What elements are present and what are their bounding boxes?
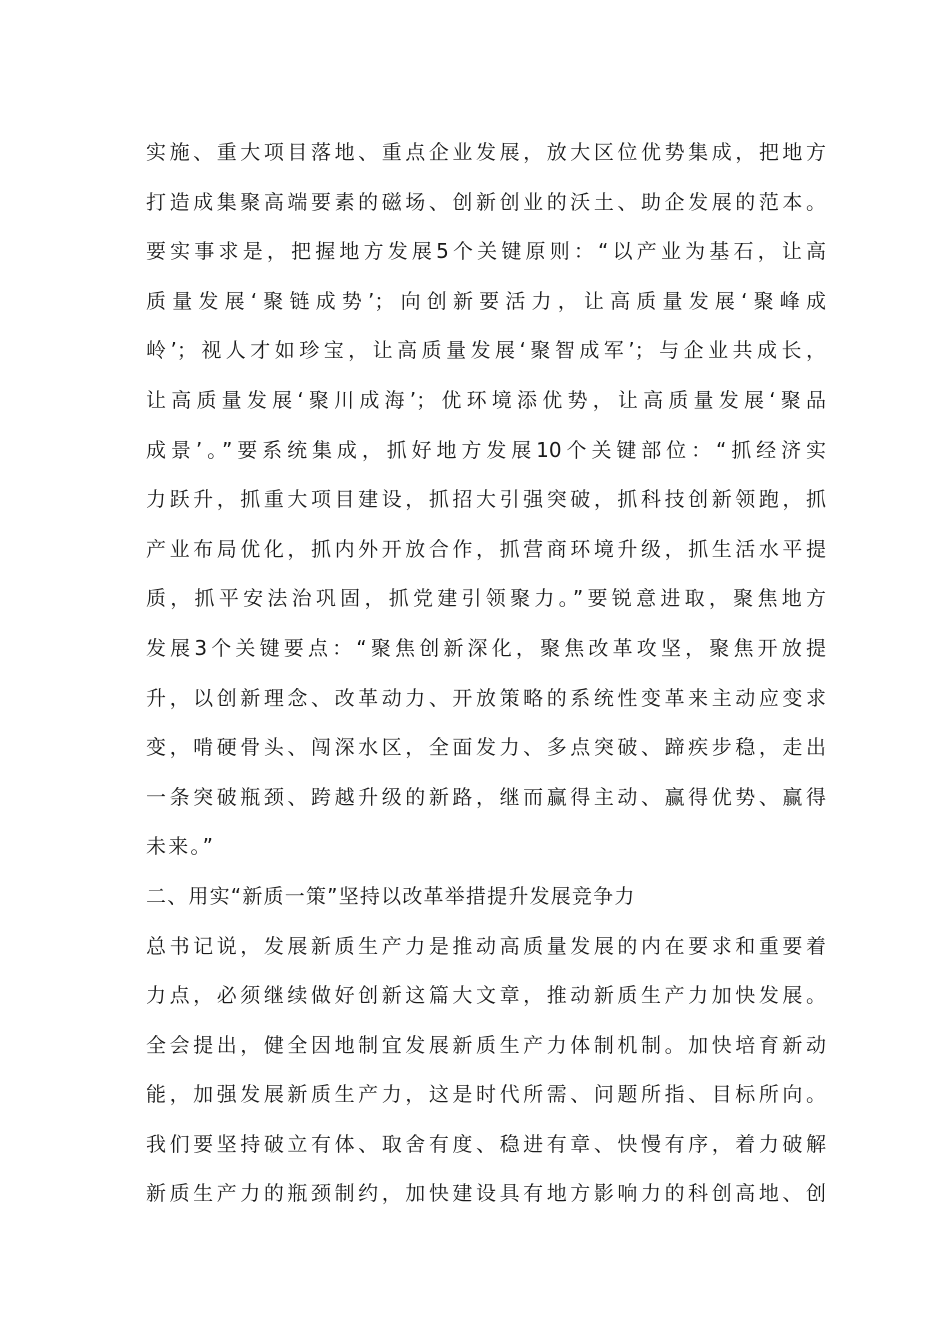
text-line: 总书记说，发展新质生产力是推动高质量发展的内在要求和重要着 [146, 933, 826, 958]
text-line: 发展3个关键要点：“聚焦创新深化，聚焦改革攻坚，聚焦开放提 [146, 635, 826, 660]
text-line: 实施、重大项目落地、重点企业发展，放大区位优势集成，把地方 [146, 140, 826, 164]
text-line: 质量发展‘聚链成势’；向创新要活力，让高质量发展‘聚峰成 [146, 288, 826, 313]
text-line: 升，以创新理念、改革动力、开放策略的系统性变革来主动应变求 [146, 685, 826, 710]
text-line: 未来。” [146, 834, 216, 859]
text-line: 变，啃硬骨头、闯深水区，全面发力、多点突破、蹄疾步稳，走出 [146, 735, 826, 760]
text-line: 能，加强发展新质生产力，这是时代所需、问题所指、目标所向。 [146, 1082, 826, 1107]
text-line: 让高质量发展‘聚川成海’；优环境添优势，让高质量发展‘聚品 [146, 387, 826, 412]
text-line: 要实事求是，把握地方发展5个关键原则：“以产业为基石，让高 [146, 239, 826, 264]
text-line: 力点，必须继续做好创新这篇大文章，推动新质生产力加快发展。 [146, 983, 826, 1008]
text-line: 成景’。”要系统集成，抓好地方发展10个关键部位：“抓经济实 [146, 437, 826, 462]
text-line: 一条突破瓶颈、跨越升级的新路，继而赢得主动、赢得优势、赢得 [146, 784, 826, 809]
text-line: 我们要坚持破立有体、取舍有度、稳进有章、快慢有序，着力破解 [146, 1131, 826, 1156]
text-line: 力跃升，抓重大项目建设，抓招大引强突破，抓科技创新领跑，抓 [146, 487, 826, 512]
text-line: 打造成集聚高端要素的磁场、创新创业的沃土、助企发展的范本。 [146, 189, 826, 214]
section-heading: 二、用实“新质一策”坚持以改革举措提升发展竞争力 [146, 883, 636, 908]
text-line: 岭’；视人才如珍宝，让高质量发展‘聚智成军’；与企业共成长， [146, 338, 826, 363]
text-line: 质，抓平安法治巩固，抓党建引领聚力。”要锐意进取，聚焦地方 [146, 586, 826, 611]
text-line: 产业布局优化，抓内外开放合作，抓营商环境升级，抓生活水平提 [146, 536, 826, 561]
body-text [146, 128, 826, 1219]
text-line: 新质生产力的瓶颈制约，加快建设具有地方影响力的科创高地、创 [146, 1181, 826, 1206]
text-line: 全会提出，健全因地制宜发展新质生产力体制机制。加快培育新动 [146, 1032, 826, 1057]
